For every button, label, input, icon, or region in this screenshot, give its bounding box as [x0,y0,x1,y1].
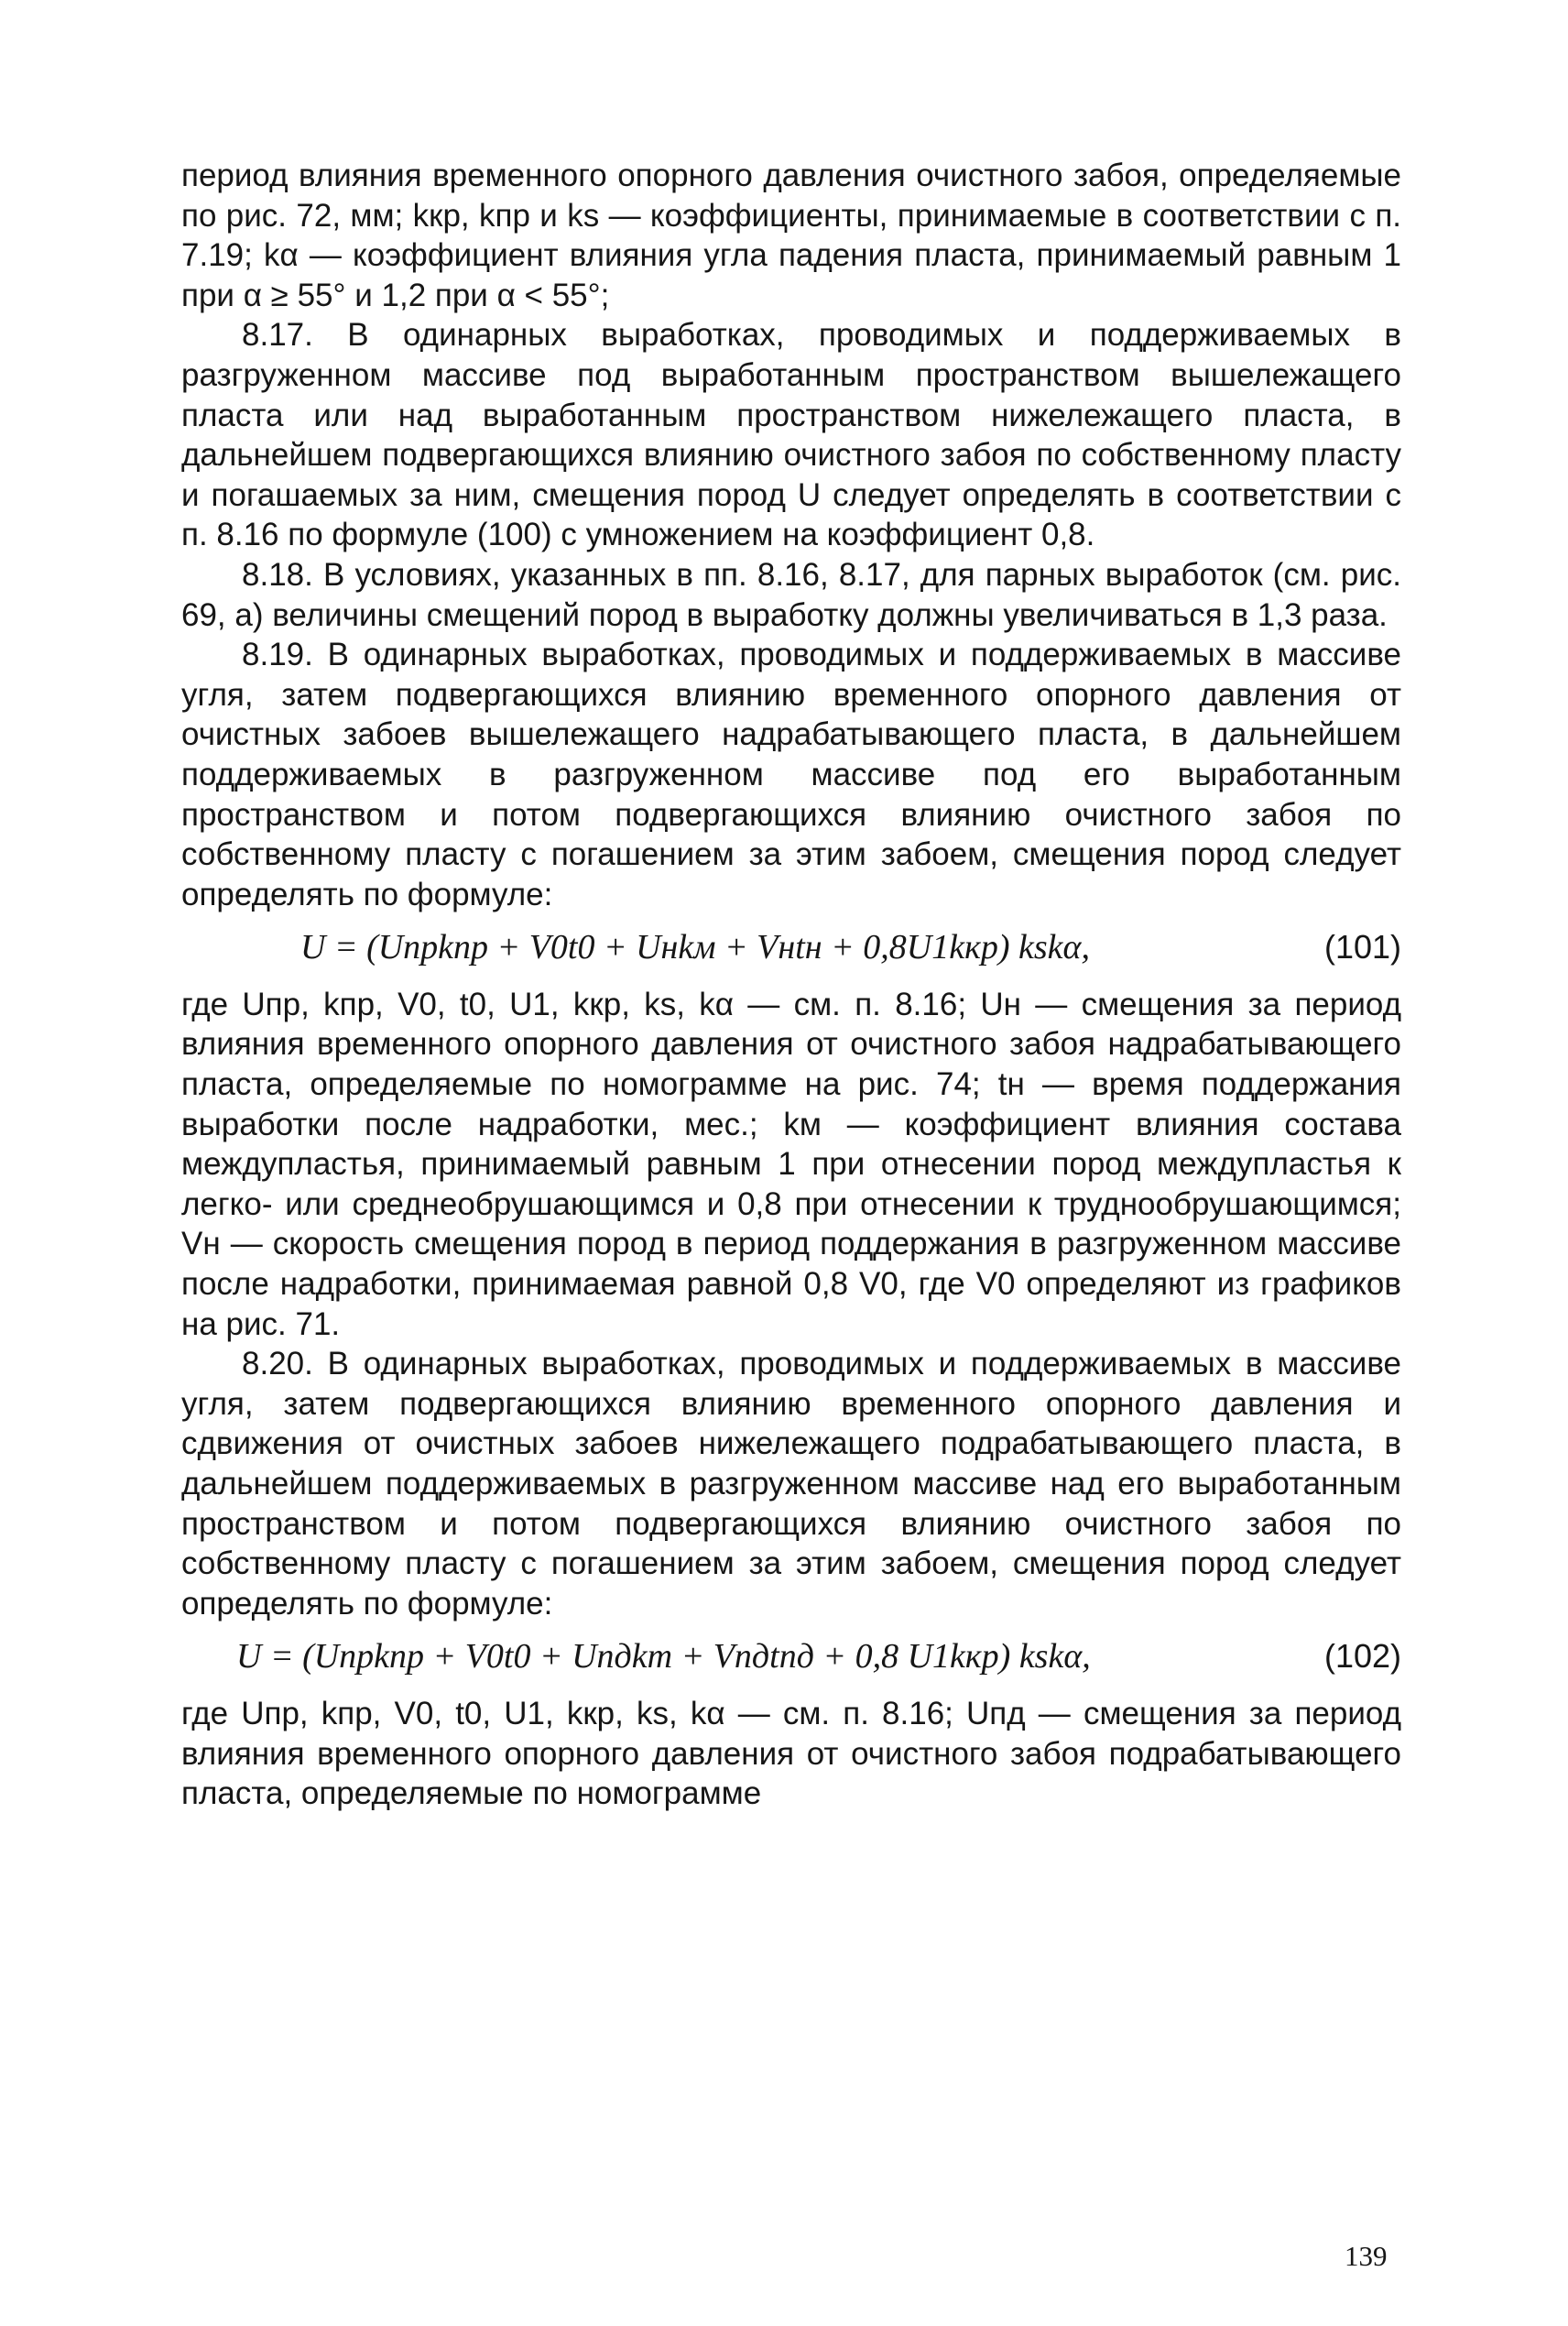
formula-102-expression: U = (Uпрkпр + V0t0 + Uпдkm + Vпдtпд + 0,8 U1kкр) kskα, [236,1637,1091,1676]
paragraph-where-101: где Uпр, kпр, V0, t0, U1, kкр, ks, kα — см. п. 8.16; Uн — смещения за период влияния временного опорного давления от очистного забоя надрабатывающего пласта, определяемые по номограмме на рис. 74; tн — время поддержания выработки после надработки, мес.; kм — коэффициент влияния состава междупластья, принимаемый равным 1 при отнесении пород междупластья к легко- или среднеобрушающимся и 0,8 при отнесении к труднообрушающимся; Vн — скорость смещения пород в период поддержания в разгруженном массиве после надработки, принимаемая равной 0,8 V0, где V0 определяют из графиков на рис. 71. [181,986,1401,1342]
formula-101-number: (101) [1323,928,1401,966]
paragraph-8-17: 8.17. В одинарных выработках, проводимых и поддерживаемых в разгруженном массиве под выработанным пространством вышележащего пласта или над выработанным пространством нижележащего пласта, в дальнейшем подвергающихся влиянию очистного забоя по собственному пласту и погашаемых за ним, смещения пород U следует определять в соответствии с п. 8.16 по формуле (100) с умножением на коэффициент 0,8. [181,317,1401,553]
paragraph-8-19: 8.19. В одинарных выработках, проводимых и поддерживаемых в массиве угля, затем подвергающихся влиянию временного опорного давления от очистных забоев вышележащего надрабатывающего пласта, в дальнейшем поддерживаемых в разгруженном массиве под его выработанным пространством и потом подвергающихся влиянию очистного забоя по собственному пласту с погашением за этим забоем, смещения пород следует определять по формуле: [181,637,1401,912]
paragraph-8-20: 8.20. В одинарных выработках, проводимых и поддерживаемых в массиве угля, затем подвергающихся влиянию временного опорного давления и сдвижения от очистных забоев нижележащего подрабатывающего пласта, в дальнейшем поддерживаемых в разгруженном массиве над его выработанным пространством и потом подвергающихся влиянию очистного забоя по собственному пласту с погашением за этим забоем, смещения пород следует определять по формуле: [181,1346,1401,1622]
formula-101 [181,927,1401,968]
document-page [181,156,1401,1814]
formula-102-number: (102) [1323,1637,1401,1676]
formula-101-expression: U = (Uпрkпр + V0t0 + Uнkм + Vнtн + 0,8U1kкр) kskα, [300,928,1090,967]
paragraph-8-18: 8.18. В условиях, указанных в пп. 8.16, 8.17, для парных выработок (см. рис. 69, а) величины смещений пород в выработку должны увеличиваться в 1,3 раза. [181,556,1401,633]
formula-102 [181,1636,1401,1677]
paragraph-where-102: где Uпр, kпр, V0, t0, U1, kкр, ks, kα — см. п. 8.16; Uпд — смещения за период влияния временного опорного давления от очистного забоя подрабатывающего пласта, определяемые по номограмме [181,1695,1401,1812]
page-number: 139 [1345,2240,1388,2272]
paragraph-continuation: период влияния временного опорного давления очистного забоя, определяемые по рис. 72, мм; kкр, kпр и ks — коэффициенты, принимаемые в соответствии с п. 7.19; kα — коэффициент влияния угла падения пласта, принимаемый равным 1 при α ≥ 55° и 1,2 при α < 55°; [181,158,1401,313]
